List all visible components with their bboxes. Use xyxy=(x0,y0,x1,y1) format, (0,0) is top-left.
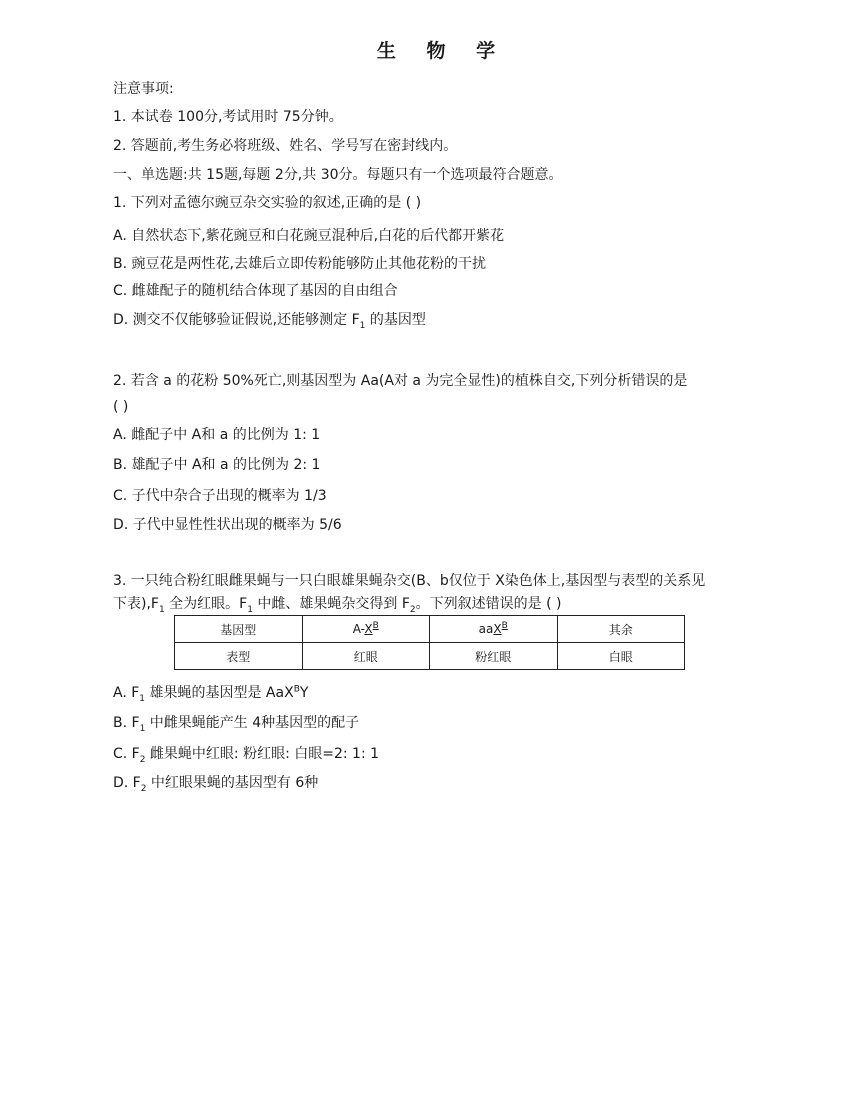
q2-option-a: A. 雌配子中 A和 a 的比例为 1: 1 xyxy=(113,427,321,443)
table-cell: 其余 xyxy=(557,616,685,643)
notice-item-2: 2. 答题前,考生务必将班级、姓名、学号写在密封线内。 xyxy=(113,138,458,154)
table-cell: 红眼 xyxy=(302,643,430,670)
notice-item-1: 1. 本试卷 100分,考试用时 75分钟。 xyxy=(113,109,343,125)
table-cell: 基因型 xyxy=(175,616,303,643)
table-cell: 表型 xyxy=(175,643,303,670)
q2-stem-line2: ( ) xyxy=(113,399,129,415)
section-heading: 一、单选题:共 15题,每题 2分,共 30分。每题只有一个选项最符合题意。 xyxy=(113,167,563,183)
table-cell: 白眼 xyxy=(557,643,685,670)
q1-option-b: B. 豌豆花是两性花,去雄后立即传粉能够防止其他花粉的干扰 xyxy=(113,256,486,272)
table-cell: 粉红眼 xyxy=(430,643,558,670)
q1-option-c: C. 雌雄配子的随机结合体现了基因的自由组合 xyxy=(113,283,398,299)
table-cell: $A-X^B$ xyxy=(302,616,430,643)
q3-stem-line2: 下表)$,F_1$ 全为红眼。$F_1$ 中雌、雄果蝇杂交得到 $F_2$。下列叙述错误的是 ( ) xyxy=(113,596,562,615)
table-row xyxy=(175,643,685,670)
q2-stem-line1: 2. 若含 a 的花粉 50%死亡,则基因型为 Aa(A对 a 为完全显性)的植株自交,下列分析错误的是 xyxy=(113,373,688,389)
q3-stem-line1: 3. 一只纯合粉红眼雌果蝇与一只白眼雄果蝇杂交(B、b仅位于 X染色体上,基因型与表型的关系见 xyxy=(113,573,706,589)
page-title: 生 物 学 xyxy=(376,40,508,62)
q3-option-d: D. $F_2$ 中红眼果蝇的基因型有 6种 xyxy=(113,775,319,794)
q2-option-d: D. 子代中显性性状出现的概率为 5/6 xyxy=(113,517,342,533)
notice-heading: 注意事项: xyxy=(113,81,174,97)
table-row xyxy=(175,616,685,643)
table-cell: aaX$^B$ xyxy=(430,616,558,643)
q3-option-b: B. $F_1$ 中雌果蝇能产生 4种基因型的配子 xyxy=(113,715,360,734)
q2-option-c: C. 子代中杂合子出现的概率为 1/3 xyxy=(113,488,327,504)
q3-option-a: A. $F_1$ 雄果蝇的基因型是 AaX$^B$Y xyxy=(113,684,309,704)
q2-option-b: B. 雄配子中 A和 a 的比例为 2: 1 xyxy=(113,457,321,473)
q3-option-c: C. $F_2$ 雌果蝇中红眼: 粉红眼: 白眼=2: 1: 1 xyxy=(113,746,380,765)
q1-option-d: D. 测交不仅能够验证假说,还能够测定 $F_1$ 的基因型 xyxy=(113,312,426,331)
q1-option-a: A. 自然状态下,紫花豌豆和白花豌豆混种后,白花的后代都开紫花 xyxy=(113,228,505,244)
genotype-phenotype-table xyxy=(174,615,685,670)
q1-stem: 1. 下列对孟德尔豌豆杂交实验的叙述,正确的是 ( ) xyxy=(113,195,422,211)
